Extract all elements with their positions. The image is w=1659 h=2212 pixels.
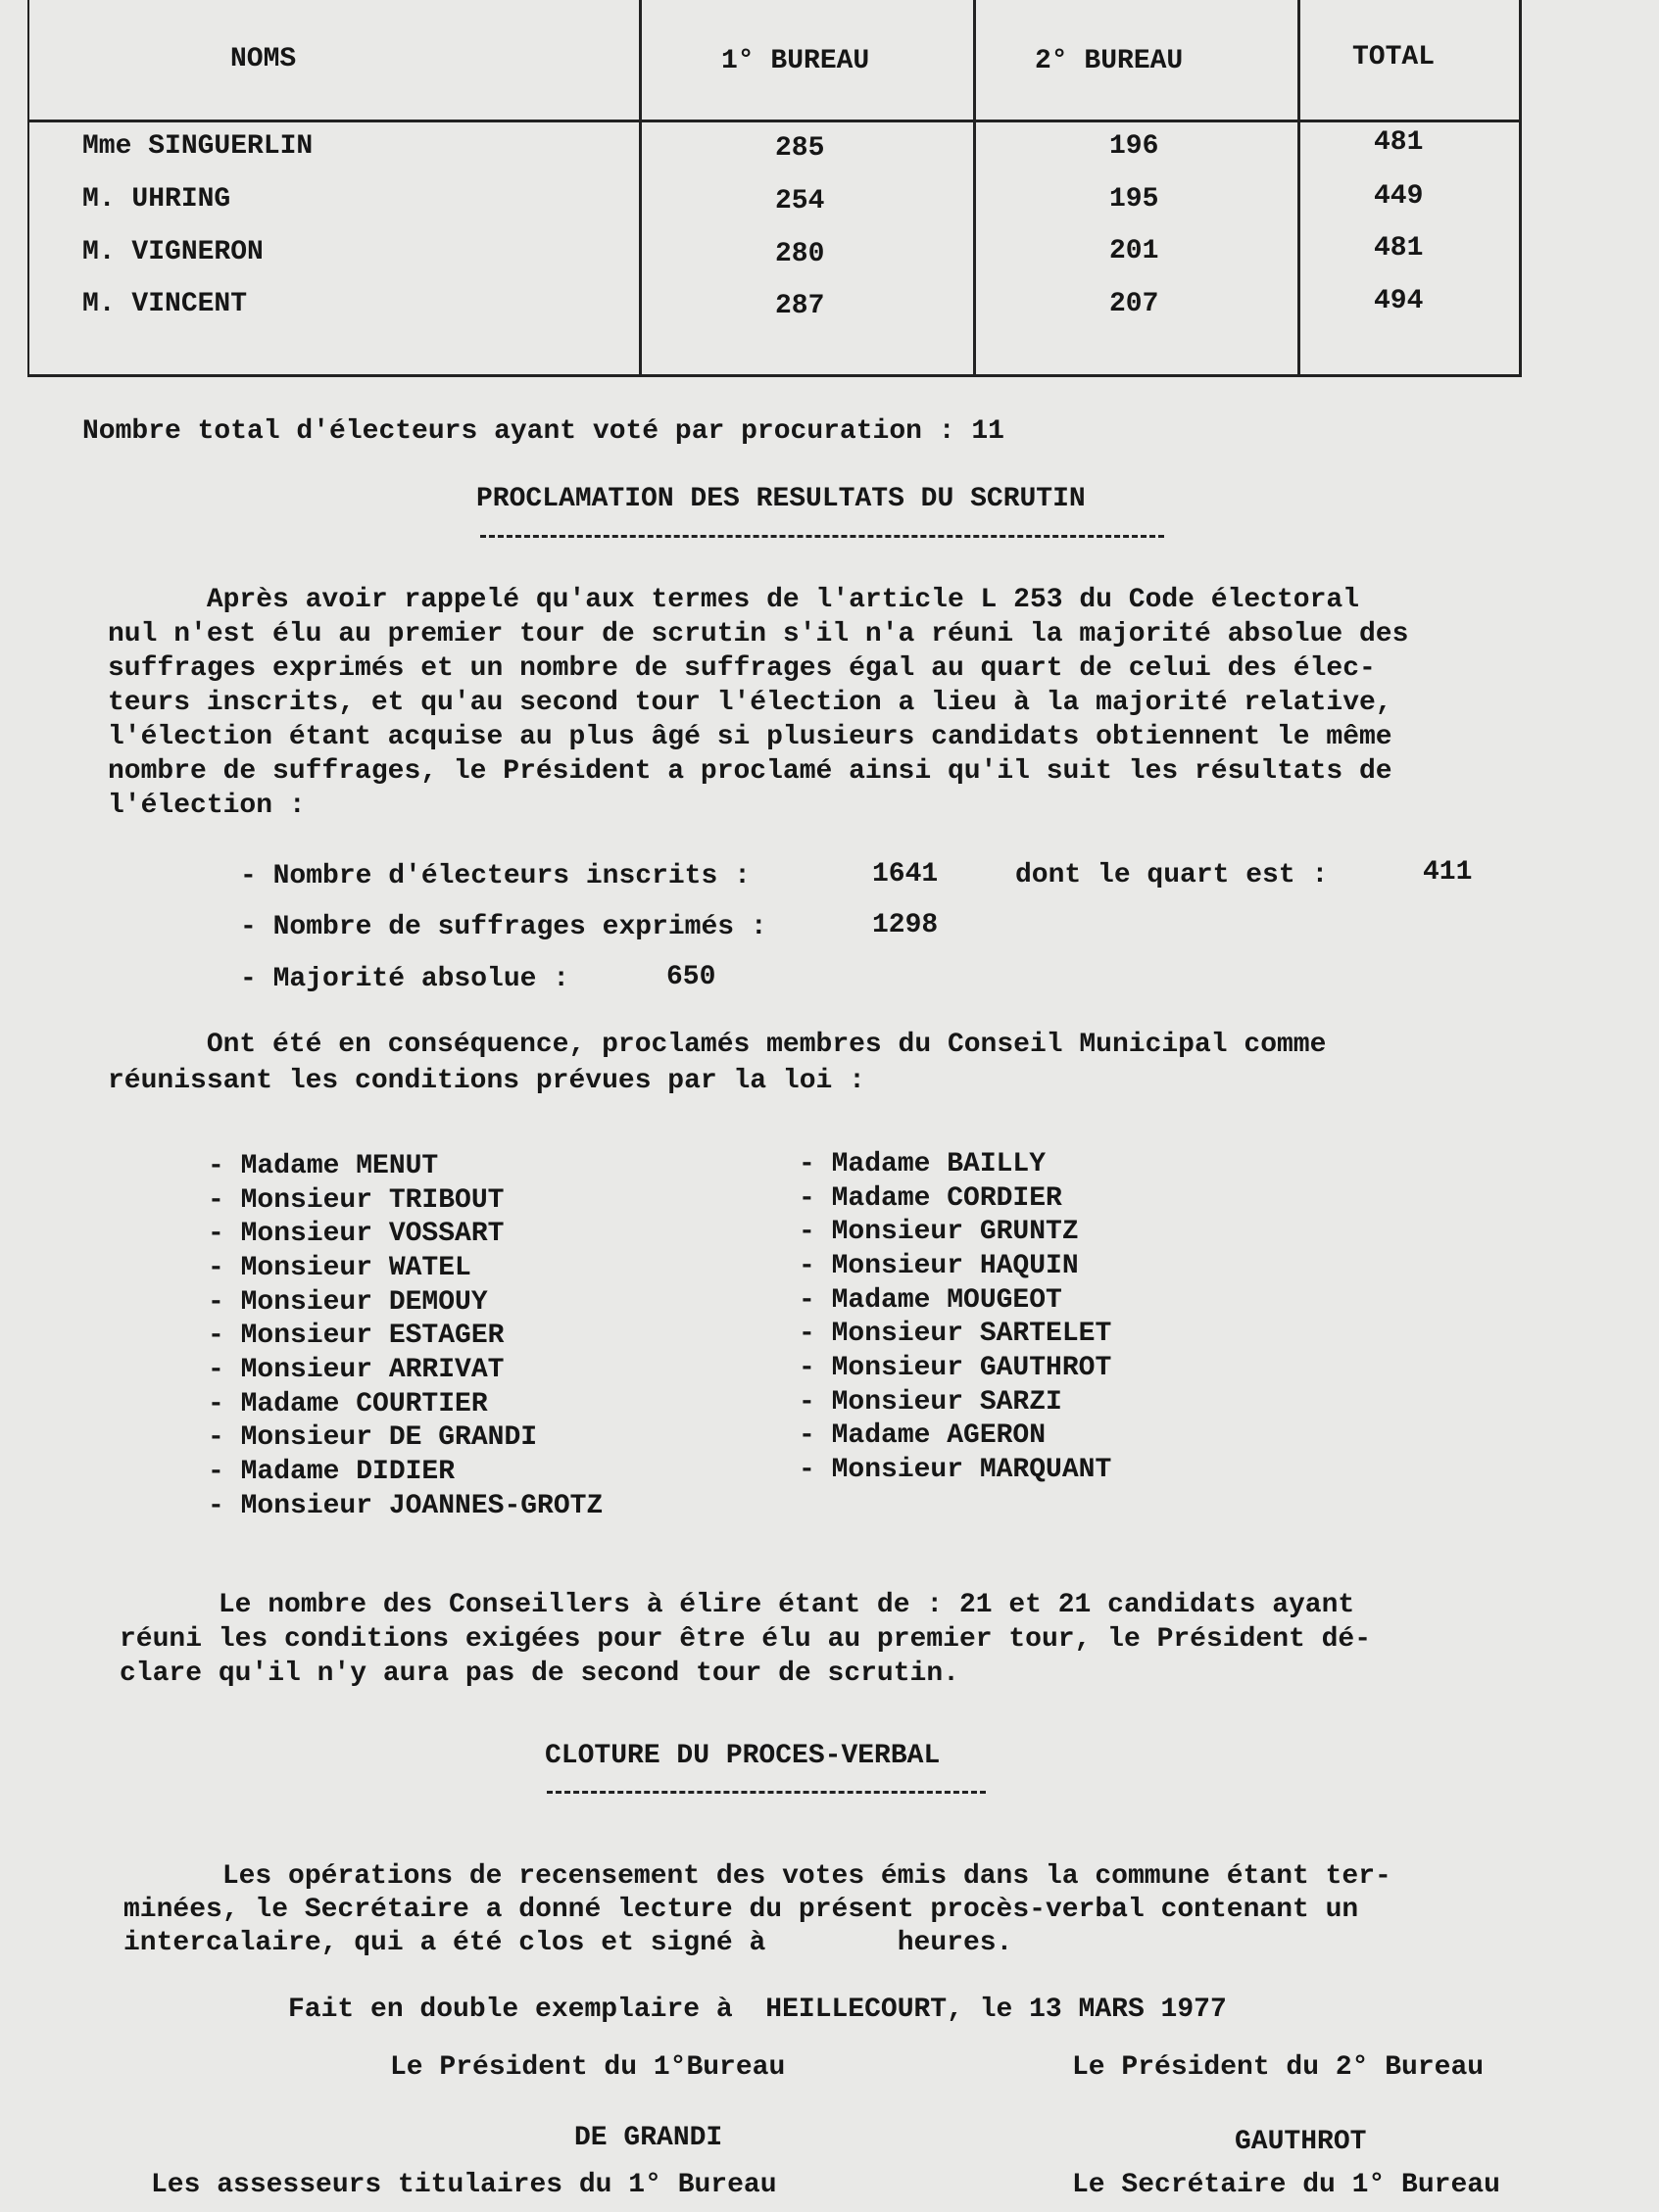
president1-label: Le Président du 1°Bureau <box>390 2052 786 2083</box>
table-cell-total: 481 <box>1374 127 1424 158</box>
elected-member: - Madame COURTIER <box>208 1389 488 1419</box>
table-cell-bureau1: 280 <box>775 239 825 269</box>
elected-member: - Monsieur MARQUANT <box>799 1455 1112 1485</box>
table-cell-bureau2: 207 <box>1109 289 1159 319</box>
elected-member: - Monsieur DE GRANDI <box>208 1422 538 1453</box>
paragraph-line: suffrages exprimés et un nombre de suffrages égal au quart de celui des élec- <box>108 653 1376 684</box>
stat-quart-label: dont le quart est : <box>1015 860 1329 890</box>
elected-member: - Monsieur GAUTHROT <box>799 1353 1112 1383</box>
table-cell-bureau2: 195 <box>1109 184 1159 215</box>
table-cell-total: 449 <box>1374 181 1424 212</box>
table-cell-bureau1: 254 <box>775 186 825 216</box>
assesseurs1-label: Les assesseurs titulaires du 1° Bureau <box>151 2170 777 2200</box>
table-cell-bureau1: 287 <box>775 291 825 321</box>
table-cell-name: M. VINCENT <box>82 289 248 319</box>
president1-name: DE GRANDI <box>574 2123 723 2153</box>
elected-member: - Madame AGERON <box>799 1420 1047 1451</box>
results-table <box>27 0 1522 377</box>
stat-quart-value: 411 <box>1423 857 1473 888</box>
paragraph-line: l'élection : <box>108 791 306 821</box>
table-cell-name: M. VIGNERON <box>82 237 264 267</box>
elected-member: - Monsieur TRIBOUT <box>208 1185 505 1216</box>
president2-label: Le Président du 2° Bureau <box>1072 2052 1485 2083</box>
elected-intro-line: Ont été en conséquence, proclamés membres du Conseil Municipal comme <box>108 1030 1327 1060</box>
paragraph-line: nombre de suffrages, le Président a proclamé ainsi qu'il suit les résultats de <box>108 756 1392 787</box>
section-title-proclamation: PROCLAMATION DES RESULTATS DU SCRUTIN <box>476 484 1086 514</box>
table-header-noms: NOMS <box>230 44 297 74</box>
table-cell-name: Mme SINGUERLIN <box>82 131 314 162</box>
paragraph-line: nul n'est élu au premier tour de scrutin s'il n'a réuni la majorité absolue des <box>108 619 1409 649</box>
table-column-divider <box>639 0 642 374</box>
stat-inscrits-value: 1641 <box>872 859 939 890</box>
elected-member: - Monsieur SARTELET <box>799 1319 1112 1349</box>
elected-member: - Monsieur DEMOUY <box>208 1287 488 1318</box>
fait-line: Fait en double exemplaire à HEILLECOURT, le 13 MARS 1977 <box>288 1995 1227 2025</box>
cloture-line: intercalaire, qui a été clos et signé à heures. <box>123 1928 1013 1958</box>
table-cell-total: 494 <box>1374 286 1424 316</box>
elected-member: - Monsieur SARZI <box>799 1387 1062 1418</box>
table-cell-total: 481 <box>1374 233 1424 264</box>
procuration-line: Nombre total d'électeurs ayant voté par procuration : 11 <box>82 416 1004 447</box>
table-cell-bureau2: 196 <box>1109 131 1159 162</box>
elected-member: - Monsieur ARRIVAT <box>208 1355 505 1385</box>
president2-name: GAUTHROT <box>1235 2127 1367 2157</box>
elected-member: - Madame DIDIER <box>208 1457 456 1487</box>
paragraph-line: teurs inscrits, et qu'au second tour l'élection a lieu à la majorité relative, <box>108 688 1392 718</box>
secretaire1-label: Le Secrétaire du 1° Bureau <box>1072 2170 1500 2200</box>
table-header-bureau1: 1° BUREAU <box>721 46 870 76</box>
elected-member: - Monsieur GRUNTZ <box>799 1217 1079 1247</box>
cloture-line: minées, le Secrétaire a donné lecture du présent procès-verbal contenant un <box>123 1895 1359 1925</box>
table-column-divider <box>1297 0 1300 374</box>
conclusion-line: Le nombre des Conseillers à élire étant de : 21 et 21 candidats ayant <box>120 1590 1355 1620</box>
table-column-divider <box>973 0 976 374</box>
elected-member: - Madame BAILLY <box>799 1149 1047 1179</box>
table-cell-bureau1: 285 <box>775 133 825 164</box>
table-header-bureau2: 2° BUREAU <box>1035 46 1184 76</box>
table-header-total: TOTAL <box>1352 42 1436 72</box>
section-title-cloture: CLOTURE DU PROCES-VERBAL <box>545 1741 941 1771</box>
elected-member: - Monsieur ESTAGER <box>208 1321 505 1351</box>
stat-majorite-value: 650 <box>666 962 716 992</box>
stat-majorite-label: - Majorité absolue : <box>240 964 570 994</box>
elected-intro-line: réunissant les conditions prévues par la loi : <box>108 1066 865 1096</box>
elected-member: - Monsieur JOANNES-GROTZ <box>208 1491 604 1521</box>
stat-inscrits-label: - Nombre d'électeurs inscrits : <box>240 861 751 891</box>
paragraph-line: l'élection étant acquise au plus âgé si plusieurs candidats obtiennent le même <box>108 722 1392 752</box>
cloture-line: Les opérations de recensement des votes émis dans la commune étant ter- <box>123 1861 1391 1892</box>
elected-member: - Monsieur VOSSART <box>208 1219 505 1249</box>
title-underline <box>480 535 1164 538</box>
elected-member: - Monsieur WATEL <box>208 1253 471 1283</box>
elected-member: - Madame MOUGEOT <box>799 1285 1062 1316</box>
paragraph-line: Après avoir rappelé qu'aux termes de l'article L 253 du Code électoral <box>108 585 1360 615</box>
elected-member: - Madame CORDIER <box>799 1183 1062 1214</box>
elected-member: - Madame MENUT <box>208 1151 439 1181</box>
stat-exprimes-label: - Nombre de suffrages exprimés : <box>240 912 767 942</box>
stat-exprimes-value: 1298 <box>872 910 939 940</box>
table-cell-bureau2: 201 <box>1109 236 1159 266</box>
conclusion-line: réuni les conditions exigées pour être élu au premier tour, le Président dé- <box>120 1624 1372 1655</box>
table-header-divider <box>29 120 1519 122</box>
title-underline <box>547 1791 986 1794</box>
elected-member: - Monsieur HAQUIN <box>799 1251 1079 1281</box>
table-cell-name: M. UHRING <box>82 184 231 215</box>
conclusion-line: clare qu'il n'y aura pas de second tour de scrutin. <box>120 1659 959 1689</box>
